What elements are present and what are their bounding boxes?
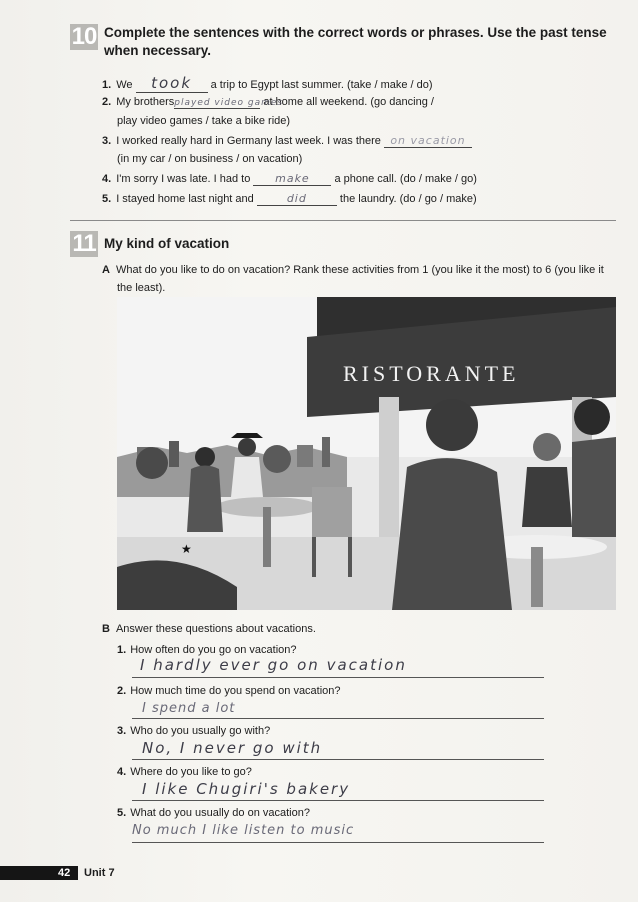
ristorante-sign: RISTORANTE bbox=[343, 361, 520, 386]
answer-line bbox=[132, 842, 544, 843]
question-1: 1. How often do you go on vacation? bbox=[117, 644, 297, 656]
part-a-instruction-cont: the least). bbox=[117, 282, 166, 294]
answer-text[interactable]: No, I never go with bbox=[142, 739, 323, 757]
answer-text[interactable]: No much I like listen to music bbox=[132, 823, 355, 838]
woman-seated-figure bbox=[574, 399, 610, 435]
exercise-title: Complete the sentences with the correct words or phrases. Use the past tense bbox=[104, 25, 607, 40]
answer-line bbox=[132, 718, 544, 719]
exercise-number: 11 bbox=[70, 231, 98, 257]
ex10-item-2: 2. My brothersplayed video games at home all weekend. (go dancing / bbox=[102, 96, 434, 108]
question-3: 3. Who do you usually go with? bbox=[117, 725, 271, 737]
part-a-instruction: A What do you like to do on vacation? Rank these activities from 1 (you like it the most) to 6 (you like it bbox=[102, 264, 604, 276]
answer-line bbox=[132, 800, 544, 801]
unit-label: Unit 7 bbox=[84, 867, 115, 879]
answer-text[interactable]: I like Chugiri's bakery bbox=[142, 780, 351, 798]
star-icon: ★ bbox=[181, 542, 192, 556]
ex10-item-4: 4. I'm sorry I was late. I had to make a phone call. (do / make / go) bbox=[102, 172, 477, 185]
page-number: 42 bbox=[58, 867, 71, 879]
exercise-10-header bbox=[70, 24, 607, 60]
question-4: 4. Where do you like to go? bbox=[117, 766, 252, 778]
question-2: 2. How much time do you spend on vacation? bbox=[117, 685, 341, 697]
exercise-11-header bbox=[70, 231, 229, 257]
exercise-title: My kind of vacation bbox=[104, 236, 230, 251]
ex10-item-5: 5. I stayed home last night and did the laundry. (do / go / make) bbox=[102, 192, 477, 205]
man-seated-figure bbox=[533, 433, 561, 461]
ex10-item-3-cont: (in my car / on business / on vacation) bbox=[117, 153, 303, 165]
ex10-item-1: 1. We took a trip to Egypt last summer. (take / make / do) bbox=[102, 74, 433, 92]
ex10-item-3: 3. I worked really hard in Germany last week. I was there on vacation bbox=[102, 134, 472, 148]
answer-text[interactable]: I hardly ever go on vacation bbox=[140, 656, 407, 674]
chair bbox=[312, 487, 352, 537]
answer-blank[interactable]: did bbox=[257, 192, 337, 206]
answer-blank[interactable]: on vacation bbox=[384, 134, 472, 148]
answer-line bbox=[132, 677, 544, 678]
question-5: 5. What do you usually do on vacation? bbox=[117, 807, 310, 819]
answer-blank[interactable]: make bbox=[253, 172, 331, 186]
answer-blank[interactable]: played video games bbox=[174, 98, 284, 108]
answer-blank[interactable]: took bbox=[136, 74, 208, 93]
ex10-item-2-cont: play video games / take a bike ride) bbox=[117, 115, 291, 127]
restaurant-illustration bbox=[117, 297, 616, 610]
exercise-title-cont: when necessary. bbox=[104, 43, 212, 58]
answer-text[interactable]: I spend a lot bbox=[142, 701, 236, 716]
waiter-figure bbox=[426, 399, 478, 451]
woman-figure bbox=[195, 447, 215, 467]
exercise-number: 10 bbox=[71, 23, 97, 50]
man-with-hat-figure bbox=[238, 438, 256, 456]
answer-line bbox=[132, 759, 544, 760]
part-b-instruction: B Answer these questions about vacations. bbox=[102, 623, 316, 635]
section-divider bbox=[70, 220, 616, 221]
